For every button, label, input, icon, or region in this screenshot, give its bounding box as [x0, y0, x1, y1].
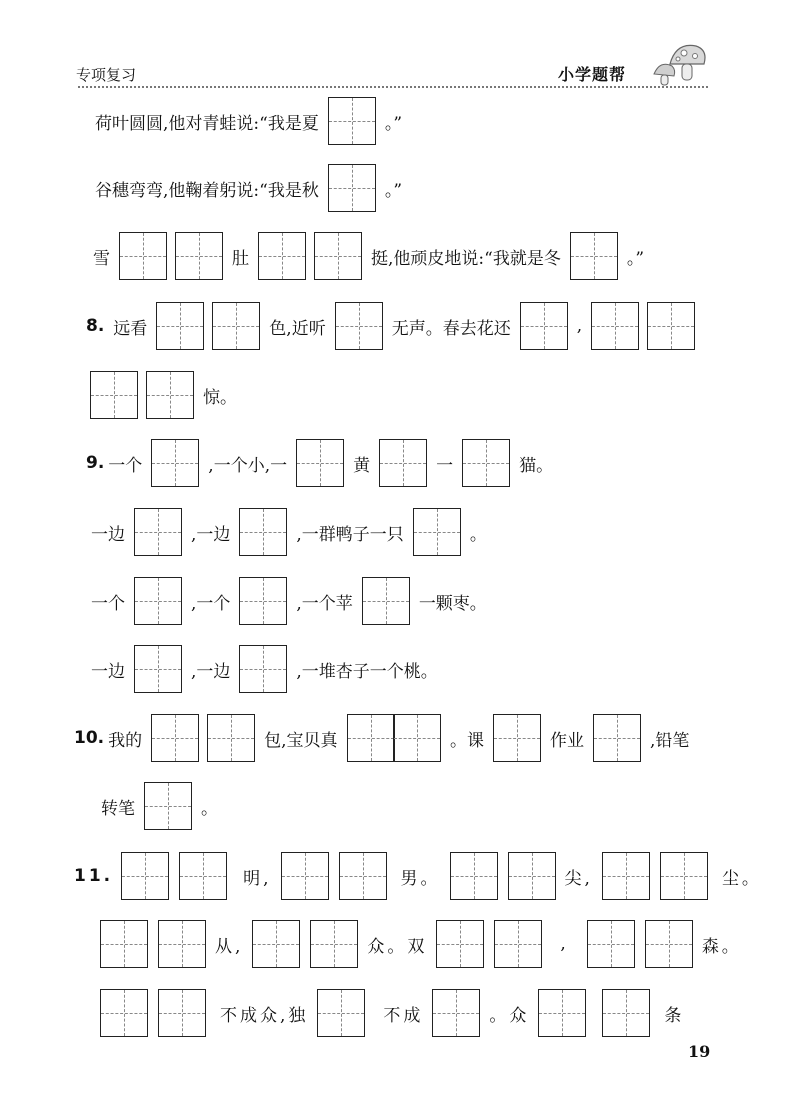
text-q11b-b: 众。双	[367, 936, 428, 957]
text-q9-e: 猫。	[519, 455, 554, 476]
answer-box[interactable]	[660, 852, 708, 900]
text-winter-c: 挺,他顽皮地说:“我就是冬	[371, 248, 561, 269]
question-number: 11.	[74, 866, 114, 886]
text-summer-a: 荷叶圆圆,他对青蛙说:“我是夏	[95, 113, 319, 134]
text-q10b-a: 转笔	[101, 798, 135, 819]
text-q9-d: 一	[436, 455, 454, 476]
text-q10-a: 我的	[108, 730, 143, 751]
answer-box[interactable]	[328, 97, 376, 145]
answer-box[interactable]	[462, 439, 510, 487]
text-q9b-d: 。	[469, 524, 487, 545]
answer-box[interactable]	[647, 302, 695, 350]
answer-box[interactable]	[347, 714, 395, 762]
text-q10b-b: 。	[201, 798, 218, 819]
question-11	[74, 850, 767, 902]
text-q11-a: 明,	[243, 868, 272, 889]
text-winter-b: 肚	[232, 248, 249, 269]
text-q9c-d: 一颗枣。	[418, 593, 487, 614]
text-q11-d: 尘。	[721, 868, 762, 889]
text-autumn-b: 。”	[384, 180, 403, 201]
text-winter-d: 。”	[626, 248, 645, 269]
answer-box[interactable]	[602, 852, 650, 900]
text-q9d-b: ,一边	[191, 661, 231, 682]
answer-box[interactable]	[413, 508, 461, 556]
text-q10-d: 作业	[550, 730, 585, 751]
text-q11c-d: 条	[664, 1005, 685, 1026]
answer-box[interactable]	[179, 852, 227, 900]
question-number: 10.	[74, 728, 105, 748]
answer-box[interactable]	[151, 439, 199, 487]
answer-box[interactable]	[602, 989, 650, 1037]
answer-box[interactable]	[100, 920, 148, 968]
text-q11-b: 男。	[400, 868, 441, 889]
answer-box[interactable]	[134, 645, 182, 693]
answer-box[interactable]	[121, 852, 169, 900]
answer-box[interactable]	[379, 439, 427, 487]
answer-box[interactable]	[362, 577, 410, 625]
answer-box[interactable]	[393, 714, 441, 762]
answer-box[interactable]	[207, 714, 255, 762]
text-q11c-a: 不成众,独	[220, 1005, 309, 1026]
answer-box[interactable]	[158, 920, 206, 968]
answer-box[interactable]	[119, 232, 167, 280]
answer-box[interactable]	[436, 920, 484, 968]
answer-box[interactable]	[90, 371, 138, 419]
answer-box[interactable]	[591, 302, 639, 350]
answer-box[interactable]	[239, 508, 287, 556]
answer-box[interactable]	[328, 164, 376, 212]
answer-box[interactable]	[593, 714, 641, 762]
question-9	[86, 437, 558, 489]
text-q9b-b: ,一边	[191, 524, 231, 545]
text-q9c-a: 一个	[91, 593, 125, 614]
question-9-line2	[86, 506, 492, 558]
text-q10-c: 。课	[450, 730, 485, 751]
answer-box[interactable]	[538, 989, 586, 1037]
answer-box[interactable]	[239, 577, 287, 625]
text-summer-b: 。”	[384, 113, 403, 134]
answer-box[interactable]	[158, 989, 206, 1037]
question-number: 9.	[86, 453, 105, 473]
answer-box[interactable]	[134, 508, 182, 556]
answer-box[interactable]	[144, 782, 192, 830]
mushroom-logo-icon	[648, 38, 708, 90]
text-q11c-b: 不成	[383, 1005, 424, 1026]
question-11-line2	[96, 918, 747, 970]
text-q9-b: ,一个小,一	[208, 455, 288, 476]
text-q9-c: 黄	[353, 455, 371, 476]
answer-box[interactable]	[339, 852, 387, 900]
text-q9c-c: ,一个苹	[296, 593, 353, 614]
text-q9-a: 一个	[108, 455, 143, 476]
answer-box[interactable]	[645, 920, 693, 968]
answer-box[interactable]	[175, 232, 223, 280]
text-q11b-a: 从,	[215, 936, 244, 957]
header-divider	[78, 86, 708, 88]
answer-box[interactable]	[134, 577, 182, 625]
answer-box[interactable]	[587, 920, 635, 968]
answer-box[interactable]	[156, 302, 204, 350]
answer-box[interactable]	[493, 714, 541, 762]
answer-box[interactable]	[508, 852, 556, 900]
text-q10-b: 包,宝贝真	[264, 730, 338, 751]
answer-box[interactable]	[296, 439, 344, 487]
text-q9d-a: 一边	[91, 661, 125, 682]
text-q8-c: 无声。春去花还	[391, 318, 511, 339]
text-q11b-c: ,	[560, 934, 569, 954]
answer-box[interactable]	[520, 302, 568, 350]
answer-box[interactable]	[310, 920, 358, 968]
answer-box[interactable]	[239, 645, 287, 693]
answer-box[interactable]	[317, 989, 365, 1037]
text-q9b-a: 一边	[91, 524, 125, 545]
answer-box[interactable]	[252, 920, 300, 968]
text-winter-a: 雪	[93, 248, 110, 269]
answer-box[interactable]	[450, 852, 498, 900]
answer-box[interactable]	[212, 302, 260, 350]
text-q9c-b: ,一个	[191, 593, 231, 614]
text-autumn-a: 谷穗弯弯,他鞠着躬说:“我是秋	[95, 180, 319, 201]
question-10-cont	[96, 780, 223, 832]
question-11-line3	[96, 987, 689, 1039]
text-q9b-c: ,一群鸭子一只	[296, 524, 404, 545]
text-q11c-c: 。众	[489, 1005, 530, 1026]
text-q10-e: ,铅笔	[650, 730, 690, 751]
question-8-cont	[86, 369, 242, 421]
text-q8-a: 远看	[113, 318, 148, 339]
answer-box[interactable]	[570, 232, 618, 280]
answer-box[interactable]	[432, 989, 480, 1037]
question-10	[74, 712, 694, 764]
text-q11b-d: 森。	[701, 936, 742, 957]
text-q11-c: 尖,	[564, 868, 593, 889]
answer-box[interactable]	[281, 852, 329, 900]
question-number: 8.	[86, 316, 105, 336]
header-section-title: 专项复习	[76, 66, 137, 84]
line-summer	[90, 95, 407, 147]
text-q8-b: 色,近听	[269, 318, 326, 339]
text-q9d-c: ,一堆杏子一个桃。	[296, 661, 438, 682]
answer-box[interactable]	[335, 302, 383, 350]
answer-box[interactable]	[258, 232, 306, 280]
text-q8-d: ,	[576, 316, 583, 336]
text-q8b-a: 惊。	[203, 387, 237, 408]
page-number: 19	[688, 1042, 711, 1061]
answer-box[interactable]	[100, 989, 148, 1037]
answer-box[interactable]	[314, 232, 362, 280]
question-9-line3	[86, 575, 492, 627]
answer-box[interactable]	[146, 371, 194, 419]
answer-box[interactable]	[494, 920, 542, 968]
question-8	[86, 300, 699, 352]
line-autumn	[90, 162, 407, 214]
question-9-line4	[86, 643, 443, 695]
answer-box[interactable]	[151, 714, 199, 762]
header-brand: 小学题帮	[558, 65, 627, 84]
line-winter	[88, 230, 649, 282]
